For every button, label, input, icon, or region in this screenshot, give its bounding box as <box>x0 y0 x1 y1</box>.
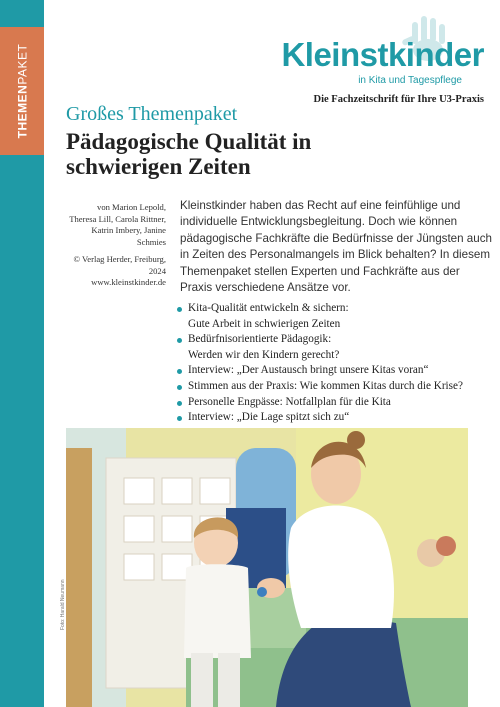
brand-subtitle: in Kita und Tagespflege <box>358 75 462 86</box>
cover-photo <box>66 428 468 707</box>
title-line-2: schwierigen Zeiten <box>66 154 251 179</box>
list-item <box>176 395 492 411</box>
topic-title: Bedürfnisorientierte Pädagogik: <box>188 333 332 346</box>
side-stripe <box>0 0 44 707</box>
photo-credit: Foto: Harald Neumann <box>60 579 66 630</box>
topic-title: Interview: „Der Austausch bringt unsere Kitas voran“ <box>188 364 429 377</box>
topic-title: Kita-Qualität entwickeln & sichern: <box>188 302 349 314</box>
photo-illustration <box>66 428 468 707</box>
title-line-1: Pädagogische Qualität in <box>66 129 312 154</box>
author-line: von Marion Lepold, <box>97 202 166 212</box>
author-block <box>62 202 166 289</box>
topic-subtitle: Gute Arbeit in schwierigen Zeiten <box>188 317 341 330</box>
intro-text: Kleinstkinder haben das Recht auf eine feinfühlige und individuelle Entwicklungsbegleitung. Doch wie können pädagogische Fachkräfte die Bedürfnisse der Jüngsten auch in Zeiten des Personalmangels im Blick behalten? In diesem Themenpaket stellen Experten und Fachkräfte aus der Praxis verschiedene Ansätze vor. <box>180 199 492 295</box>
list-item <box>176 301 492 332</box>
topic-title: Interview: „Die Lage spitzt sich zu“ <box>188 411 350 424</box>
section-tab-regular: PAKET <box>15 43 30 85</box>
topic-list <box>176 301 492 426</box>
list-item <box>176 332 492 363</box>
list-item <box>176 363 492 379</box>
brand-tagline: Die Fachzeitschrift für Ihre U3-Praxis <box>313 94 484 105</box>
website-link[interactable]: www.kleinstkinder.de <box>91 277 166 287</box>
magazine-logo <box>281 14 492 110</box>
topic-title: Personelle Engpässe: Notfallplan für die Kita <box>188 395 391 408</box>
topic-subtitle: Werden wir den Kindern gerecht? <box>188 348 340 361</box>
copyright: © Verlag Herder, Freiburg, 2024 <box>73 254 166 276</box>
page-title <box>66 129 446 179</box>
topic-title: Stimmen aus der Praxis: Wie kommen Kitas durch die Krise? <box>188 379 463 392</box>
section-tab <box>0 27 44 155</box>
section-tab-bold: THEMEN <box>15 84 30 139</box>
author-line: Theresa Lill, Carola Rittner, <box>69 213 166 224</box>
author-line: Katrin Imbery, Janine Schmies <box>91 225 166 247</box>
kicker: Großes Themenpaket <box>66 103 238 125</box>
brand-name: Kleinstkinder <box>281 36 484 73</box>
list-item <box>176 410 492 426</box>
list-item <box>176 379 492 395</box>
